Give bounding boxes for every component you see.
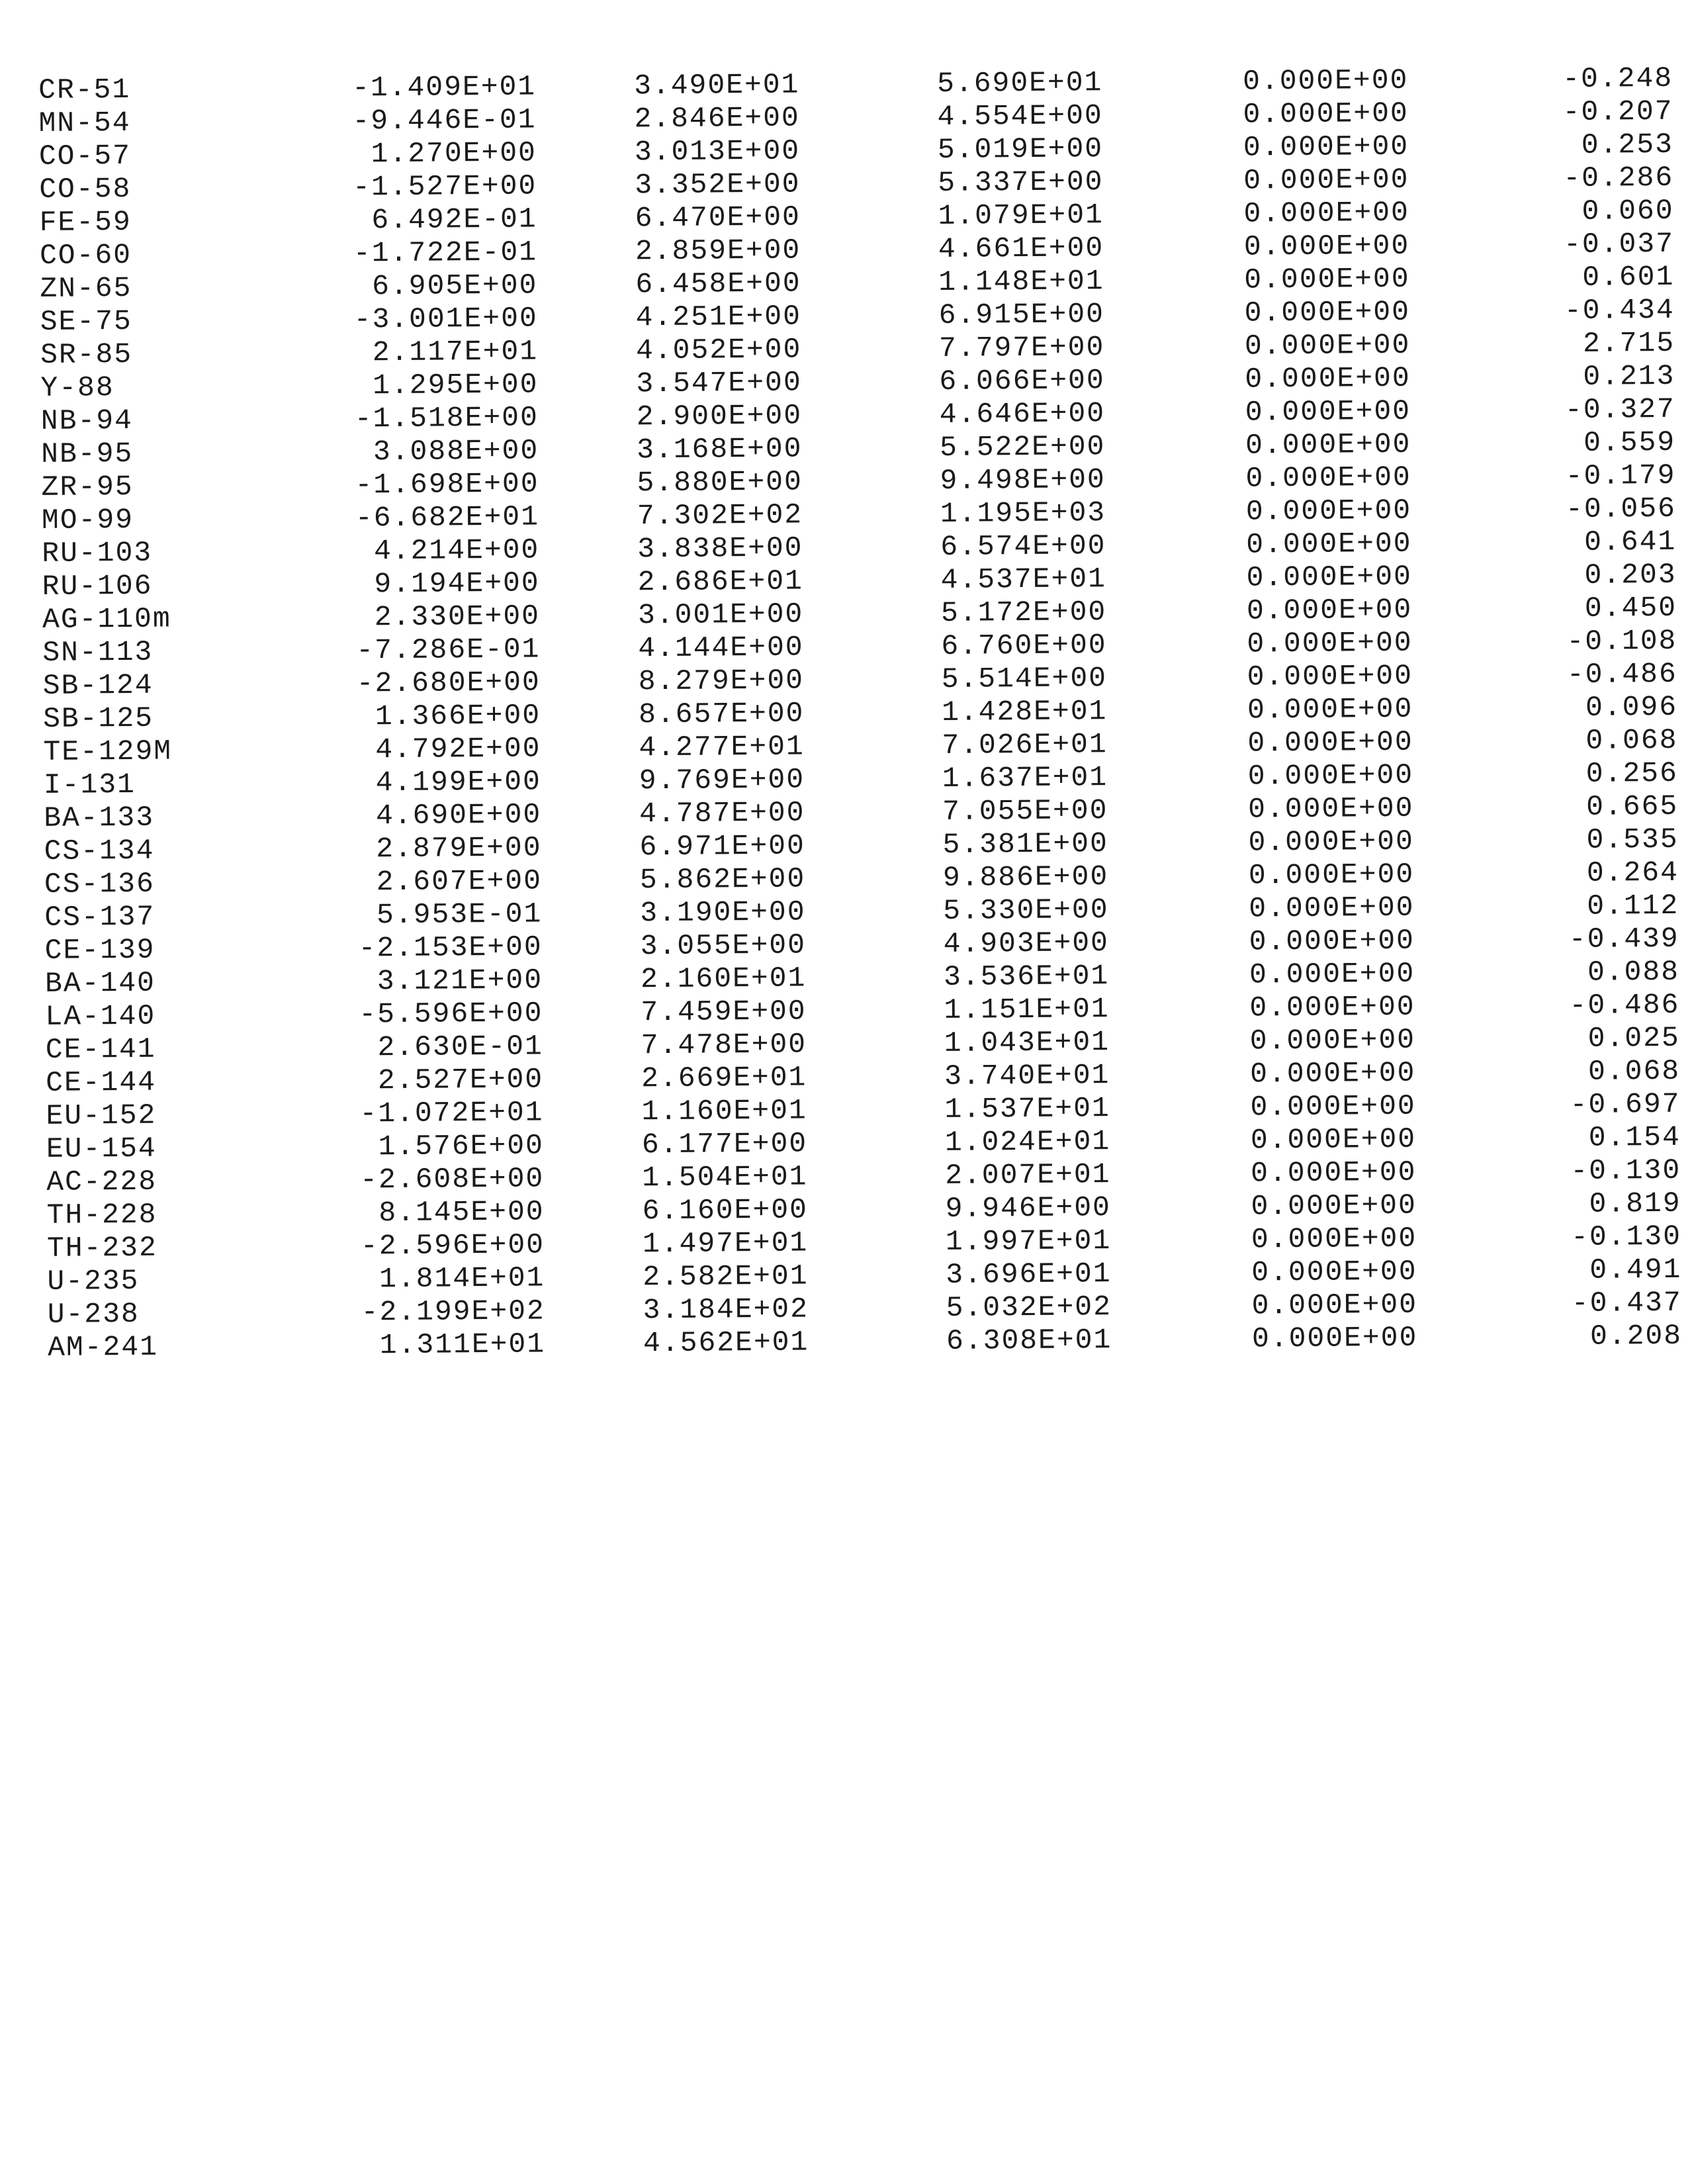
value-col-3-cell: 6.308E+01 bbox=[946, 1324, 1112, 1357]
value-col-3-cell: 4.646E+00 bbox=[939, 397, 1106, 431]
value-col-4-cell: 0.000E+00 bbox=[1246, 560, 1413, 594]
value-col-2-cell: 3.013E+00 bbox=[634, 134, 801, 169]
nuclide-name-cell: I-131 bbox=[43, 768, 136, 801]
value-col-3-cell: 5.690E+01 bbox=[936, 66, 1103, 100]
value-col-4-cell: 0.000E+00 bbox=[1245, 361, 1411, 396]
value-col-1-cell: 1.576E+00 bbox=[378, 1129, 545, 1163]
value-col-4-cell: 0.000E+00 bbox=[1249, 957, 1415, 991]
nuclide-name-cell: TH-228 bbox=[46, 1198, 157, 1232]
value-col-5-cell: -0.056 bbox=[1565, 492, 1677, 526]
value-col-3-cell: 6.915E+00 bbox=[938, 298, 1105, 332]
value-col-3-cell: 3.536E+01 bbox=[943, 960, 1110, 993]
nuclide-name-cell: RU-106 bbox=[42, 569, 153, 603]
value-col-1-cell: 4.199E+00 bbox=[375, 765, 542, 799]
value-col-5-cell: 0.154 bbox=[1588, 1120, 1681, 1154]
value-col-3-cell: 2.007E+01 bbox=[945, 1158, 1111, 1192]
nuclide-name-cell: TH-232 bbox=[46, 1231, 158, 1265]
nuclide-name-cell: ZR-95 bbox=[41, 470, 134, 504]
nuclide-name-cell: CS-134 bbox=[44, 834, 155, 868]
value-col-4-cell: 0.000E+00 bbox=[1243, 130, 1409, 164]
value-col-4-cell: 0.000E+00 bbox=[1247, 659, 1413, 694]
value-col-2-cell: 4.277E+01 bbox=[639, 730, 805, 764]
value-col-5-cell: 0.213 bbox=[1583, 359, 1675, 393]
nuclide-name-cell: CE-144 bbox=[45, 1066, 157, 1099]
value-col-5-cell: 0.641 bbox=[1584, 525, 1677, 559]
value-col-3-cell: 1.997E+01 bbox=[945, 1224, 1112, 1258]
value-col-5-cell: 0.256 bbox=[1585, 756, 1678, 790]
value-col-5-cell: 0.264 bbox=[1586, 856, 1679, 889]
value-col-3-cell: 7.055E+00 bbox=[942, 794, 1108, 828]
value-col-2-cell: 5.880E+00 bbox=[637, 465, 803, 500]
value-col-1-cell: -1.527E+00 bbox=[353, 169, 537, 204]
value-col-4-cell: 0.000E+00 bbox=[1251, 1255, 1417, 1289]
value-col-1-cell: -3.001E+00 bbox=[353, 302, 538, 336]
value-col-4-cell: 0.000E+00 bbox=[1243, 97, 1409, 131]
value-col-3-cell: 6.066E+00 bbox=[939, 364, 1105, 398]
value-col-5-cell: -0.248 bbox=[1562, 62, 1673, 96]
value-col-1-cell: 1.295E+00 bbox=[373, 368, 539, 402]
value-col-4-cell: 0.000E+00 bbox=[1251, 1156, 1417, 1190]
value-col-5-cell: -0.130 bbox=[1570, 1220, 1682, 1253]
value-col-1-cell: -5.596E+00 bbox=[359, 997, 543, 1031]
value-col-3-cell: 4.537E+01 bbox=[940, 563, 1107, 596]
value-col-5-cell: 0.060 bbox=[1582, 194, 1674, 228]
value-col-2-cell: 1.160E+01 bbox=[641, 1094, 807, 1128]
value-col-4-cell: 0.000E+00 bbox=[1247, 626, 1413, 660]
nuclide-name-cell: TE-129M bbox=[43, 735, 173, 768]
value-col-5-cell: 0.112 bbox=[1587, 889, 1679, 923]
value-col-5-cell: -0.207 bbox=[1562, 95, 1673, 129]
value-col-3-cell: 1.537E+01 bbox=[944, 1092, 1110, 1126]
nuclide-name-cell: CE-141 bbox=[45, 1032, 156, 1066]
value-col-2-cell: 2.846E+00 bbox=[634, 101, 800, 136]
value-col-5-cell: 0.535 bbox=[1586, 823, 1679, 856]
value-col-1-cell: -2.680E+00 bbox=[356, 666, 541, 700]
value-col-2-cell: 4.251E+00 bbox=[635, 300, 802, 334]
value-col-2-cell: 7.478E+00 bbox=[641, 1028, 807, 1062]
value-col-4-cell: 0.000E+00 bbox=[1250, 1122, 1417, 1157]
value-col-2-cell: 8.657E+00 bbox=[638, 697, 805, 731]
value-col-3-cell: 5.019E+00 bbox=[937, 132, 1104, 166]
value-col-4-cell: 0.000E+00 bbox=[1244, 328, 1411, 363]
value-col-1-cell: -1.409E+01 bbox=[351, 70, 537, 105]
nuclide-name-cell: CR-51 bbox=[38, 73, 131, 107]
nuclide-name-cell: EU-152 bbox=[46, 1099, 157, 1132]
value-col-3-cell: 9.946E+00 bbox=[945, 1191, 1112, 1225]
value-col-4-cell: 0.000E+00 bbox=[1246, 593, 1413, 627]
nuclide-name-cell: CS-137 bbox=[44, 900, 156, 934]
value-col-5-cell: -0.179 bbox=[1565, 459, 1676, 493]
value-col-5-cell: 0.559 bbox=[1583, 426, 1676, 459]
value-col-1-cell: 1.366E+00 bbox=[375, 699, 541, 733]
value-col-3-cell: 1.195E+03 bbox=[940, 496, 1106, 530]
nuclide-name-cell: ZN-65 bbox=[40, 271, 132, 305]
value-col-3-cell: 9.886E+00 bbox=[942, 860, 1109, 894]
value-col-4-cell: 0.000E+00 bbox=[1243, 163, 1409, 197]
value-col-3-cell: 4.661E+00 bbox=[938, 232, 1104, 265]
value-col-2-cell: 4.052E+00 bbox=[635, 333, 802, 367]
value-col-5-cell: 0.068 bbox=[1587, 1054, 1681, 1088]
nuclide-name-cell: AG-110m bbox=[42, 602, 171, 636]
value-col-1-cell: -1.072E+01 bbox=[359, 1096, 544, 1130]
value-col-4-cell: 0.000E+00 bbox=[1243, 196, 1410, 230]
value-col-1-cell: -2.596E+00 bbox=[360, 1228, 545, 1263]
value-col-2-cell: 6.177E+00 bbox=[641, 1127, 808, 1161]
value-col-1-cell: 2.330E+00 bbox=[374, 600, 541, 634]
value-col-3-cell: 1.428E+01 bbox=[941, 695, 1108, 729]
value-col-3-cell: 1.148E+01 bbox=[938, 265, 1104, 298]
nuclide-name-cell: BA-133 bbox=[44, 801, 155, 835]
value-col-1-cell: -1.518E+00 bbox=[354, 401, 539, 435]
value-col-2-cell: 3.838E+00 bbox=[637, 531, 803, 566]
value-col-2-cell: 2.582E+01 bbox=[643, 1259, 809, 1294]
value-col-1-cell: 2.630E-01 bbox=[377, 1030, 543, 1064]
value-col-3-cell: 3.740E+01 bbox=[944, 1059, 1110, 1093]
nuclide-name-cell: BA-140 bbox=[44, 966, 156, 1000]
nuclide-name-cell: SR-85 bbox=[40, 338, 133, 371]
nuclide-name-cell: MN-54 bbox=[38, 106, 131, 140]
value-col-1-cell: 4.792E+00 bbox=[375, 732, 541, 766]
value-col-3-cell: 5.172E+00 bbox=[940, 596, 1107, 629]
nuclide-name-cell: NB-94 bbox=[40, 404, 134, 437]
value-col-4-cell: 0.000E+00 bbox=[1251, 1222, 1417, 1256]
value-col-1-cell: 4.214E+00 bbox=[373, 533, 540, 568]
value-col-3-cell: 9.498E+00 bbox=[940, 463, 1106, 497]
value-col-1-cell: 3.121E+00 bbox=[377, 964, 543, 998]
value-col-5-cell: 0.088 bbox=[1587, 955, 1680, 989]
value-col-1-cell: -2.199E+02 bbox=[361, 1295, 545, 1329]
value-col-1-cell: 1.311E+01 bbox=[379, 1328, 546, 1362]
value-col-2-cell: 7.302E+02 bbox=[637, 498, 803, 533]
value-col-5-cell: -0.486 bbox=[1566, 657, 1677, 692]
value-col-2-cell: 7.459E+00 bbox=[641, 995, 807, 1029]
value-col-1-cell: 5.953E-01 bbox=[376, 897, 543, 932]
value-col-2-cell: 5.862E+00 bbox=[639, 862, 806, 897]
value-col-2-cell: 4.144E+00 bbox=[638, 631, 804, 665]
value-col-3-cell: 1.043E+01 bbox=[944, 1026, 1110, 1060]
value-col-2-cell: 3.168E+00 bbox=[637, 432, 803, 467]
nuclide-name-cell: CO-58 bbox=[39, 172, 132, 206]
value-col-4-cell: 0.000E+00 bbox=[1245, 428, 1411, 462]
value-col-2-cell: 4.562E+01 bbox=[643, 1326, 809, 1360]
value-col-1-cell: 2.527E+00 bbox=[377, 1063, 544, 1097]
value-col-4-cell: 0.000E+00 bbox=[1247, 758, 1414, 793]
value-col-3-cell: 5.337E+00 bbox=[938, 165, 1104, 199]
value-col-1-cell: -9.446E-01 bbox=[352, 103, 537, 138]
value-col-4-cell: 0.000E+00 bbox=[1249, 1056, 1416, 1091]
value-col-1-cell: 1.814E+01 bbox=[379, 1261, 545, 1296]
value-col-4-cell: 0.000E+00 bbox=[1250, 1089, 1416, 1124]
value-col-4-cell: 0.000E+00 bbox=[1246, 527, 1412, 561]
value-col-4-cell: 0.000E+00 bbox=[1251, 1321, 1418, 1355]
value-col-5-cell: -0.130 bbox=[1570, 1154, 1681, 1187]
nuclide-name-cell: Y-88 bbox=[40, 371, 114, 404]
nuclide-name-cell: SE-75 bbox=[40, 304, 132, 338]
value-col-5-cell: 0.203 bbox=[1584, 558, 1677, 592]
value-col-2-cell: 9.769E+00 bbox=[639, 763, 805, 797]
nuclide-name-cell: U-235 bbox=[47, 1264, 140, 1298]
value-col-1-cell: -2.608E+00 bbox=[360, 1162, 545, 1197]
value-col-2-cell: 3.184E+02 bbox=[643, 1293, 809, 1327]
value-col-1-cell: 2.117E+01 bbox=[372, 335, 539, 369]
value-col-2-cell: 8.279E+00 bbox=[638, 664, 805, 698]
value-col-5-cell: 0.601 bbox=[1582, 260, 1675, 294]
value-col-5-cell: 0.096 bbox=[1585, 690, 1678, 724]
value-col-5-cell: 0.665 bbox=[1585, 790, 1679, 823]
value-col-2-cell: 1.497E+01 bbox=[642, 1226, 809, 1261]
value-col-1-cell: 3.088E+00 bbox=[373, 434, 539, 469]
value-col-1-cell: 9.194E+00 bbox=[374, 567, 540, 601]
value-col-3-cell: 5.330E+00 bbox=[943, 893, 1109, 927]
value-col-4-cell: 0.000E+00 bbox=[1251, 1189, 1417, 1223]
value-col-2-cell: 2.669E+01 bbox=[641, 1061, 807, 1095]
value-col-4-cell: 0.000E+00 bbox=[1244, 262, 1410, 296]
value-col-4-cell: 0.000E+00 bbox=[1247, 725, 1413, 760]
value-col-1-cell: -7.286E-01 bbox=[356, 633, 541, 667]
value-col-1-cell: 6.905E+00 bbox=[371, 269, 538, 303]
value-col-1-cell: 6.492E-01 bbox=[371, 203, 537, 237]
value-col-2-cell: 3.055E+00 bbox=[640, 929, 807, 963]
value-col-2-cell: 2.160E+01 bbox=[640, 962, 807, 996]
nuclide-results-table bbox=[32, 62, 1683, 1365]
nuclide-name-cell: LA-140 bbox=[45, 999, 156, 1033]
value-col-3-cell: 5.514E+00 bbox=[941, 662, 1108, 696]
value-col-5-cell: 0.450 bbox=[1584, 591, 1677, 625]
value-col-2-cell: 2.686E+01 bbox=[637, 565, 804, 599]
value-col-4-cell: 0.000E+00 bbox=[1243, 229, 1410, 263]
value-col-4-cell: 0.000E+00 bbox=[1249, 990, 1415, 1024]
value-col-3-cell: 5.032E+02 bbox=[946, 1291, 1112, 1324]
nuclide-name-cell: SN-113 bbox=[42, 635, 154, 669]
value-col-4-cell: 0.000E+00 bbox=[1242, 64, 1409, 98]
value-col-5-cell: -0.037 bbox=[1563, 227, 1675, 261]
value-col-4-cell: 0.000E+00 bbox=[1249, 924, 1415, 958]
value-col-2-cell: 6.470E+00 bbox=[635, 201, 801, 235]
value-col-3-cell: 4.903E+00 bbox=[943, 927, 1110, 960]
value-col-3-cell: 6.760E+00 bbox=[941, 629, 1107, 662]
value-col-1-cell: -1.722E-01 bbox=[353, 236, 538, 270]
nuclide-name-cell: U-238 bbox=[47, 1297, 140, 1331]
value-col-3-cell: 1.637E+01 bbox=[942, 761, 1108, 795]
nuclide-name-cell: SB-125 bbox=[42, 702, 154, 735]
value-col-5-cell: -0.434 bbox=[1564, 293, 1675, 328]
value-col-1-cell: -1.698E+00 bbox=[355, 467, 539, 502]
value-col-4-cell: 0.000E+00 bbox=[1248, 858, 1415, 892]
value-col-5-cell: 0.253 bbox=[1581, 128, 1674, 161]
nuclide-name-cell: CO-60 bbox=[39, 238, 132, 272]
nuclide-name-cell: CO-57 bbox=[38, 139, 132, 173]
value-col-2-cell: 2.900E+00 bbox=[636, 399, 803, 433]
value-col-1-cell: 8.145E+00 bbox=[379, 1195, 545, 1230]
value-col-5-cell: 0.208 bbox=[1589, 1319, 1683, 1353]
value-col-3-cell: 1.024E+01 bbox=[944, 1125, 1111, 1159]
nuclide-name-cell: AC-228 bbox=[46, 1165, 157, 1199]
nuclide-name-cell: CE-139 bbox=[44, 933, 156, 967]
value-col-1-cell: 2.879E+00 bbox=[376, 831, 542, 866]
value-col-3-cell: 7.026E+01 bbox=[942, 728, 1108, 762]
value-col-5-cell: -0.327 bbox=[1564, 392, 1675, 427]
nuclide-name-cell: NB-95 bbox=[41, 437, 134, 471]
value-col-3-cell: 3.696E+01 bbox=[946, 1257, 1112, 1291]
value-col-3-cell: 6.574E+00 bbox=[940, 529, 1106, 563]
value-col-2-cell: 6.160E+00 bbox=[642, 1193, 809, 1228]
value-col-3-cell: 4.554E+00 bbox=[937, 99, 1103, 133]
value-col-5-cell: -0.486 bbox=[1569, 988, 1680, 1023]
value-col-1-cell: 1.270E+00 bbox=[371, 136, 537, 171]
nuclide-name-cell: EU-154 bbox=[46, 1132, 157, 1165]
value-col-4-cell: 0.000E+00 bbox=[1248, 792, 1414, 826]
value-col-5-cell: 2.715 bbox=[1582, 326, 1675, 360]
value-col-2-cell: 3.490E+01 bbox=[633, 68, 800, 103]
value-col-5-cell: -0.108 bbox=[1566, 624, 1677, 659]
value-col-5-cell: 0.025 bbox=[1587, 1021, 1680, 1055]
value-col-2-cell: 2.859E+00 bbox=[635, 234, 801, 268]
value-col-4-cell: 0.000E+00 bbox=[1245, 494, 1412, 528]
value-col-4-cell: 0.000E+00 bbox=[1248, 825, 1414, 859]
value-col-2-cell: 3.547E+00 bbox=[636, 366, 802, 400]
value-col-3-cell: 1.151E+01 bbox=[944, 993, 1110, 1026]
value-col-4-cell: 0.000E+00 bbox=[1249, 1023, 1416, 1058]
value-col-4-cell: 0.000E+00 bbox=[1245, 461, 1411, 495]
value-col-5-cell: 0.819 bbox=[1589, 1187, 1681, 1220]
value-col-4-cell: 0.000E+00 bbox=[1247, 692, 1413, 727]
value-col-2-cell: 6.458E+00 bbox=[635, 267, 801, 301]
nuclide-name-cell: AM-241 bbox=[47, 1330, 159, 1364]
value-col-1-cell: 2.607E+00 bbox=[376, 864, 543, 899]
value-col-1-cell: -6.682E+01 bbox=[355, 500, 540, 535]
value-col-2-cell: 3.352E+00 bbox=[635, 167, 801, 202]
value-col-2-cell: 1.504E+01 bbox=[642, 1160, 808, 1195]
value-col-3-cell: 5.522E+00 bbox=[939, 430, 1106, 464]
value-col-5-cell: -0.439 bbox=[1568, 922, 1679, 956]
value-col-5-cell: -0.437 bbox=[1571, 1286, 1682, 1320]
value-col-1-cell: 4.690E+00 bbox=[375, 798, 542, 833]
nuclide-name-cell: RU-103 bbox=[42, 536, 153, 570]
value-col-2-cell: 3.190E+00 bbox=[640, 895, 806, 930]
value-col-5-cell: 0.068 bbox=[1585, 723, 1678, 757]
nuclide-name-cell: FE-59 bbox=[39, 205, 132, 239]
nuclide-name-cell: SB-124 bbox=[42, 668, 154, 702]
value-col-2-cell: 6.971E+00 bbox=[639, 829, 806, 864]
value-col-2-cell: 3.001E+00 bbox=[637, 598, 804, 632]
value-col-5-cell: -0.697 bbox=[1570, 1087, 1681, 1122]
value-col-3-cell: 7.797E+00 bbox=[938, 331, 1105, 365]
value-col-3-cell: 5.381E+00 bbox=[942, 827, 1108, 861]
value-col-4-cell: 0.000E+00 bbox=[1245, 394, 1411, 429]
value-col-2-cell: 4.787E+00 bbox=[639, 796, 805, 831]
value-col-5-cell: -0.286 bbox=[1563, 161, 1674, 195]
value-col-4-cell: 0.000E+00 bbox=[1251, 1288, 1418, 1322]
value-col-3-cell: 1.079E+01 bbox=[938, 199, 1104, 232]
nuclide-name-cell: CS-136 bbox=[44, 867, 155, 901]
value-col-4-cell: 0.000E+00 bbox=[1249, 891, 1415, 925]
value-col-5-cell: 0.491 bbox=[1589, 1253, 1682, 1287]
nuclide-name-cell: MO-99 bbox=[41, 503, 134, 537]
value-col-1-cell: -2.153E+00 bbox=[358, 931, 543, 965]
value-col-4-cell: 0.000E+00 bbox=[1244, 295, 1411, 330]
